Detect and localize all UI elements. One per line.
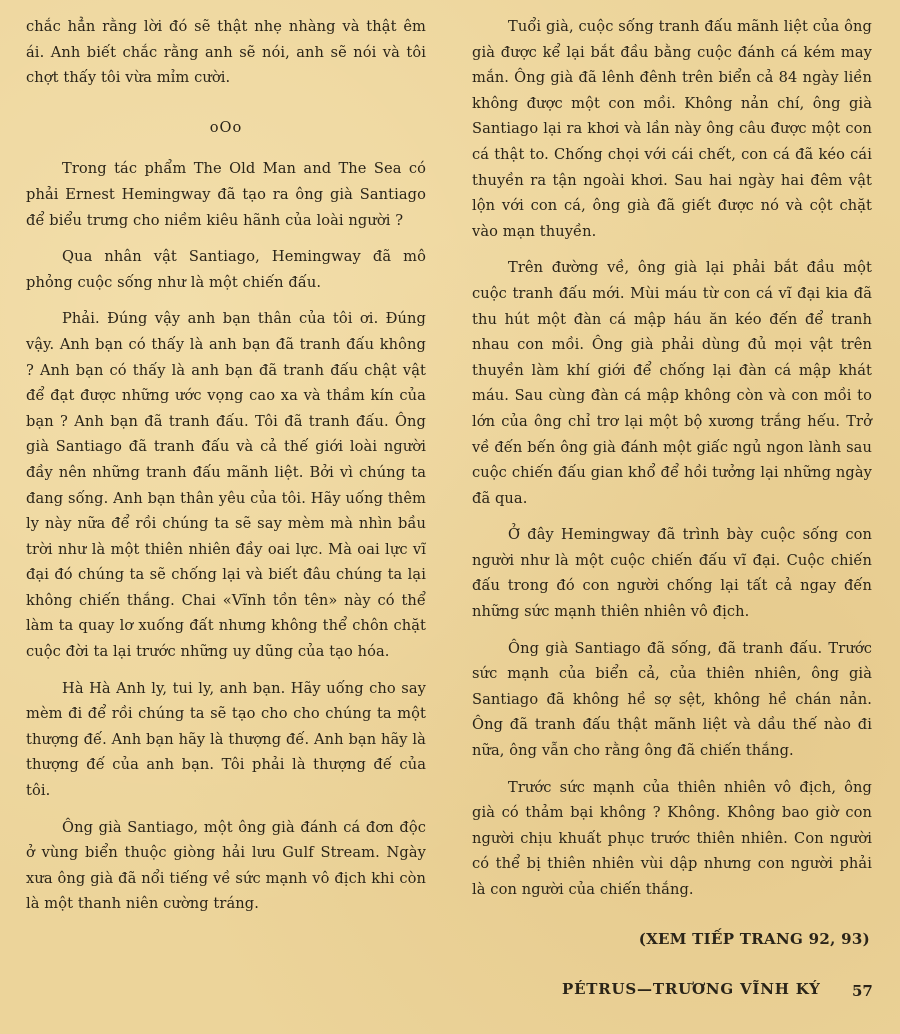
left-paragraph-5: Hà Hà Anh ly, tui ly, anh bạn. Hãy uống cho say mèm đi để rồi chúng ta sẽ tạo cho cho chúng ta một thượng đế. Anh bạn hãy là thượng đế. Anh bạn hãy là thượng đế của anh bạn. Tôi phải là thượng đế của tôi.	[26, 679, 426, 800]
left-paragraph-6: Ông già Santiago, một ông già đánh cá đơn độc ở vùng biển thuộc giòng hải lưu Gulf Stream. Ngày xưa ông già đã nổi tiếng về sức mạnh vô địch khi còn là một thanh niên cường tráng.	[26, 818, 426, 913]
left-paragraph-2: Trong tác phẩm The Old Man and The Sea có phải Ernest Hemingway đã tạo ra ông già Santiago để biểu trưng cho niềm kiêu hãnh của loài người ?	[26, 160, 426, 229]
left-paragraph-3: Qua nhân vật Santiago, Hemingway đã mô phỏng cuộc sống như là một chiến đấu.	[26, 248, 426, 291]
right-paragraph-4: Ông già Santiago đã sống, đã tranh đấu. Trước sức mạnh của biển cả, của thiên nhiên, ông già Santiago đã không hề sợ sệt, không hề chán nản. Ông đã tranh đấu thật mãnh liệt và dầu thế nào đi nữa, ông vẫn cho rằng ông đã chiến thắng.	[472, 639, 872, 760]
right-paragraph-2: Trên đường về, ông già lại phải bắt đầu một cuộc tranh đấu mới. Mùi máu từ con cá vĩ đại kia đã thu hút một đàn cá mập háu ăn kéo đến để tranh nhau con mồi. Ông già phải dùng đủ mọi vật trên thuyền làm khí giới để chống lại đàn cá mập khát máu. Sau cùng đàn cá mập không còn và con mồi to lớn của ông chỉ trơ lại một bộ xương trắng hếu. Trở về đến bến ông già đánh một giấc ngủ ngon lành sau cuộc chiến đấu gian khổ để hồi tưởng lại những ngày đã qua.	[472, 259, 872, 507]
right-paragraph-3: Ở đây Hemingway đã trình bày cuộc sống con người như là một cuộc chiến đấu vĩ đại. Cuộc chiến đấu trong đó con người chống lại tất cả ngay đến những sức mạnh thiên nhiên vô địch.	[472, 526, 872, 621]
left-column	[26, 14, 426, 928]
right-paragraph-1: Tuổi già, cuộc sống tranh đấu mãnh liệt của ông già được kể lại bắt đầu bằng cuộc đánh cá kém may mắn. Ông già đã lênh đênh trên biển cả 84 ngày liền không được một con mồi. Không nản chí, ông già Santiago lại ra khơi và lần này ông câu được một con cá thật to. Chống chọi với cái chết, con cá đã kéo cái thuyền ra tận ngoài khơi. Sau hai ngày hai đêm vật lộn với con cá, ông già đã giết được nó và cột chặt vào mạn thuyền.	[472, 18, 872, 240]
right-column	[472, 14, 872, 914]
right-paragraph-5: Trước sức mạnh của thiên nhiên vô địch, ông già có thảm bại không ? Không. Không bao giờ con người chịu khuất phục trước thiên nhiên. Con người có thể bị thiên nhiên vùi dập nhưng con người phải là con người của chiến thắng.	[472, 778, 872, 898]
section-divider: oOo	[209, 118, 243, 136]
left-paragraph-1: chắc hẳn rằng lời đó sẽ thật nhẹ nhàng và thật êm ái. Anh biết chắc rằng anh sẽ nói, anh sẽ nói và tôi chợt thấy tôi vừa mỉm cười.	[26, 18, 426, 87]
left-paragraph-4: Phải. Đúng vậy anh bạn thân của tôi ơi. Đúng vậy. Anh bạn có thấy là anh bạn đã tranh đấu không ? Anh bạn có thấy là anh bạn đã tranh đấu chật vật để đạt được những ước vọng cao xa và thầm kín của bạn ? Anh bạn đã tranh đấu. Tôi đã tranh đấu. Ông già Santiago đã tranh đấu và cả thế giới loài người đầy nên những tranh đấu mãnh liệt. Bởi vì chúng ta đang sống. Anh bạn thân yêu của tôi. Hãy uống thêm ly này nữa để rồi chúng ta sẽ say mèm mà nhìn bầu trời như là một thiên nhiên đầy oai lực. Mà oai lực vĩ đại đó chúng ta sẽ chống lại và biết đâu chúng ta lại không chiến thắng. Chai «Vĩnh tồn tên» này có thể làm ta quay lơ xuống đất nhưng không thể chôn chặt cuộc đời ta lại trước những uy dũng của tạo hóa.	[26, 310, 426, 661]
page-number: 57	[852, 982, 873, 1000]
footer-publication-title: PÉTRUS—TRƯƠNG VĨNH KÝ	[562, 980, 821, 998]
continued-on-page-note: (XEM TIẾP TRANG 92, 93)	[638, 930, 870, 948]
